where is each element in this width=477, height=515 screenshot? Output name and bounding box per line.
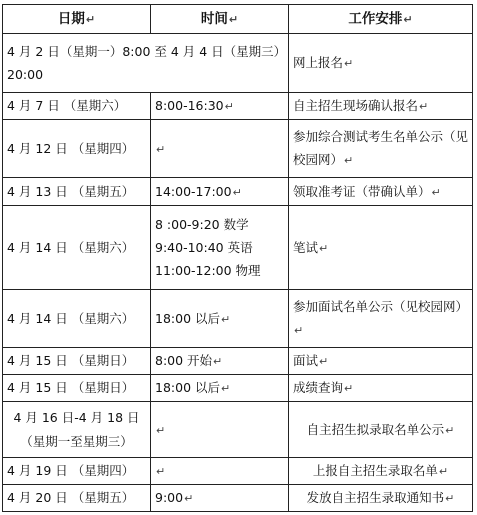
date-cell: 4 月 15 日 （星期日）: [3, 375, 151, 402]
schedule-table: [2, 4, 473, 512]
table-row: [3, 402, 473, 458]
date-line: （星期一至星期三）: [20, 433, 133, 449]
time-cell: ↵: [151, 402, 289, 458]
task-cell: 自主招生拟录取名单公示↵: [289, 402, 473, 458]
task-cell: 参加综合测试考生名单公示（见校园网）↵: [289, 120, 473, 178]
time-line: 11:00-12:00 物理: [155, 263, 261, 279]
date-line: 4 月 16 日-4 月 18 日: [13, 410, 140, 426]
header-date: 日期↵: [3, 5, 151, 34]
time-cell: 18:00 以后↵: [151, 290, 289, 348]
date-cell: 4 月 14 日 （星期六）: [3, 290, 151, 348]
date-cell: 4 月 7 日 （星期六）: [3, 93, 151, 120]
table-row: [3, 120, 473, 178]
table-row: [3, 485, 473, 512]
date-cell: 4 月 2 日（星期一）8:00 至 4 月 4 日（星期三）20:00: [3, 34, 289, 93]
time-cell: 14:00-17:00↵: [151, 178, 289, 206]
task-cell: 参加面试名单公示（见校园网）↵: [289, 290, 473, 348]
date-cell: 4 月 12 日 （星期四）: [3, 120, 151, 178]
task-cell: 成绩查询↵: [289, 375, 473, 402]
time-line: 8 :00-9:20 数学: [155, 216, 249, 232]
task-cell: 发放自主招生录取通知书↵: [289, 485, 473, 512]
table-row: [3, 206, 473, 290]
table-row: [3, 93, 473, 120]
time-cell: ↵: [151, 458, 289, 485]
table-row: [3, 290, 473, 348]
header-time: 时间↵: [151, 5, 289, 34]
date-cell: [3, 402, 151, 458]
task-cell: 领取准考证（带确认单）↵: [289, 178, 473, 206]
header-task: 工作安排↵: [289, 5, 473, 34]
date-cell: 4 月 14 日 （星期六）: [3, 206, 151, 290]
task-cell: 网上报名↵: [289, 34, 473, 93]
task-cell: 面试↵: [289, 348, 473, 375]
task-cell: 上报自主招生录取名单↵: [289, 458, 473, 485]
time-cell: 18:00 以后↵: [151, 375, 289, 402]
table-row: [3, 34, 473, 93]
time-cell: ↵: [151, 120, 289, 178]
time-cell: [151, 206, 289, 290]
table-row: [3, 178, 473, 206]
header-row: [3, 5, 473, 34]
date-cell: 4 月 15 日 （星期日）: [3, 348, 151, 375]
date-cell: 4 月 19 日 （星期四）: [3, 458, 151, 485]
time-cell: 9:00↵: [151, 485, 289, 512]
table-row: [3, 458, 473, 485]
table-row: [3, 375, 473, 402]
time-cell: 8:00-16:30↵: [151, 93, 289, 120]
time-line: 9:40-10:40 英语: [155, 239, 253, 255]
date-cell: 4 月 20 日 （星期五）: [3, 485, 151, 512]
table-row: [3, 348, 473, 375]
task-cell: 笔试↵: [289, 206, 473, 290]
time-cell: 8:00 开始↵: [151, 348, 289, 375]
task-cell: 自主招生现场确认报名↵: [289, 93, 473, 120]
date-cell: 4 月 13 日 （星期五）: [3, 178, 151, 206]
